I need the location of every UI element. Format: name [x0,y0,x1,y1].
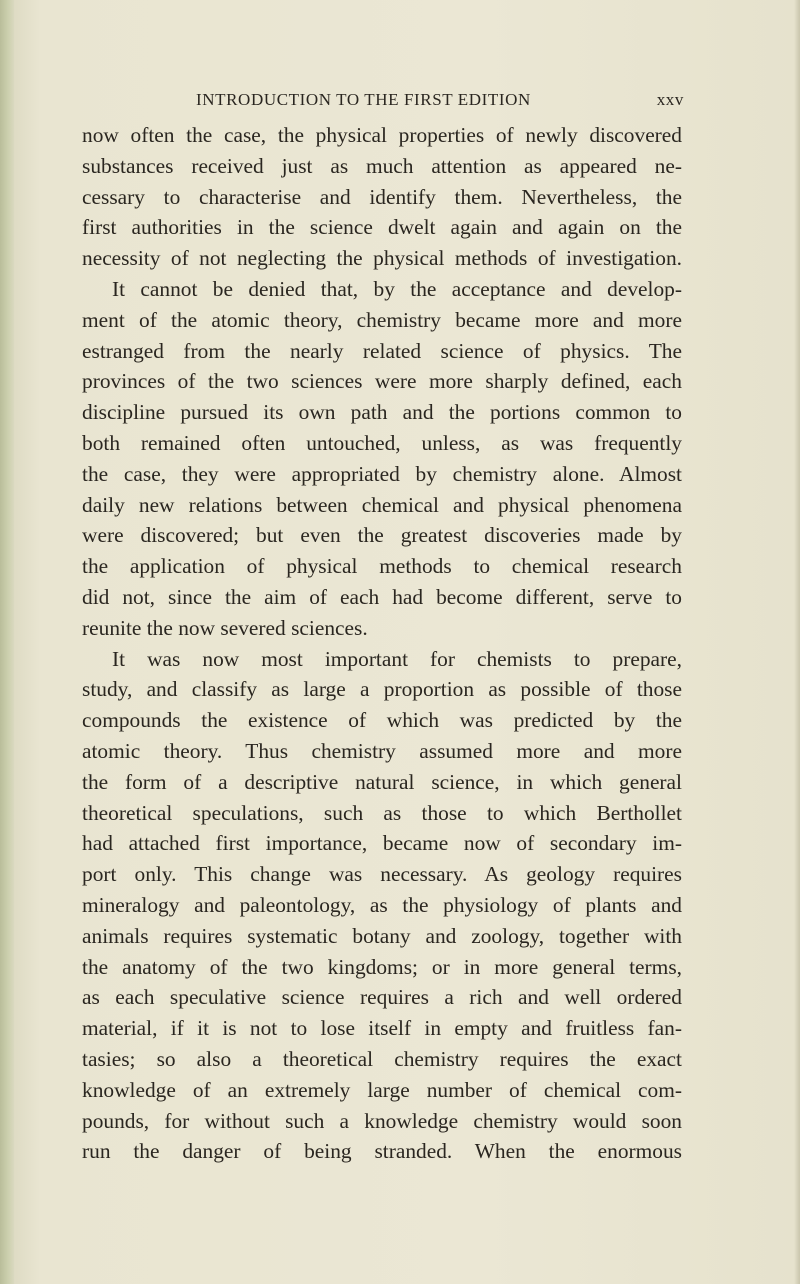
text-line: ment of the atomic theory, chemistry became more and more [82,307,682,332]
text-line: study, and classify as large a proportion as possible of those [82,677,682,702]
text-line: had attached first importance, became now of secondary im- [82,831,682,856]
text-line: animals requires systematic botany and zoology, together with [82,923,682,948]
text-line: knowledge of an extremely large number of chemical com- [82,1077,682,1102]
text-line: It cannot be denied that, by the acceptance and develop- [112,276,682,301]
body-text [82,120,682,1167]
text-line: the case, they were appropriated by chemistry alone. Almost [82,461,682,486]
running-header [196,90,684,116]
text-line: compounds the existence of which was predicted by the [82,708,682,733]
text-line: the application of physical methods to chemical research [82,554,682,579]
page-outer-edge [794,0,800,1284]
text-line: tasies; so also a theoretical chemistry requires the exact [82,1046,682,1071]
text-line: first authorities in the science dwelt again and again on the [82,215,682,240]
text-line: port only. This change was necessary. As geology requires [82,862,682,887]
text-line: necessity of not neglecting the physical methods of investigation. [82,246,682,271]
text-line: as each speculative science requires a rich and well ordered [82,985,682,1010]
text-line: mineralogy and paleontology, as the physiology of plants and [82,892,682,917]
text-line: were discovered; but even the greatest discoveries made by [82,523,682,548]
text-line: the form of a descriptive natural science, in which general [82,769,682,794]
text-line: both remained often untouched, unless, as was frequently [82,430,682,455]
text-line: pounds, for without such a knowledge chemistry would soon [82,1108,682,1133]
text-line: substances received just as much attention as appeared ne- [82,153,682,178]
text-line: reunite the now severed sciences. [82,615,368,640]
text-line: theoretical speculations, such as those to which Berthollet [82,800,682,825]
running-title: INTRODUCTION TO THE FIRST EDITION [196,90,531,109]
text-line: material, if it is not to lose itself in empty and fruitless fan- [82,1016,682,1041]
text-line: the anatomy of the two kingdoms; or in more general terms, [82,954,682,979]
text-line: daily new relations between chemical and physical phenomena [82,492,682,517]
text-line: did not, since the aim of each had become different, serve to [82,584,682,609]
page-binding-edge [0,0,14,1284]
text-line: It was now most important for chemists to prepare, [112,646,682,671]
page-number: xxv [656,90,684,109]
text-line: atomic theory. Thus chemistry assumed more and more [82,738,682,763]
text-line: run the danger of being stranded. When the enormous [82,1139,682,1164]
text-line: now often the case, the physical properties of newly discovered [82,123,682,147]
text-line: cessary to characterise and identify them. Nevertheless, the [82,184,682,209]
text-line: discipline pursued its own path and the portions common to [82,400,682,425]
text-line: estranged from the nearly related science of physics. The [82,338,682,363]
text-line: provinces of the two sciences were more sharply defined, each [82,369,682,394]
